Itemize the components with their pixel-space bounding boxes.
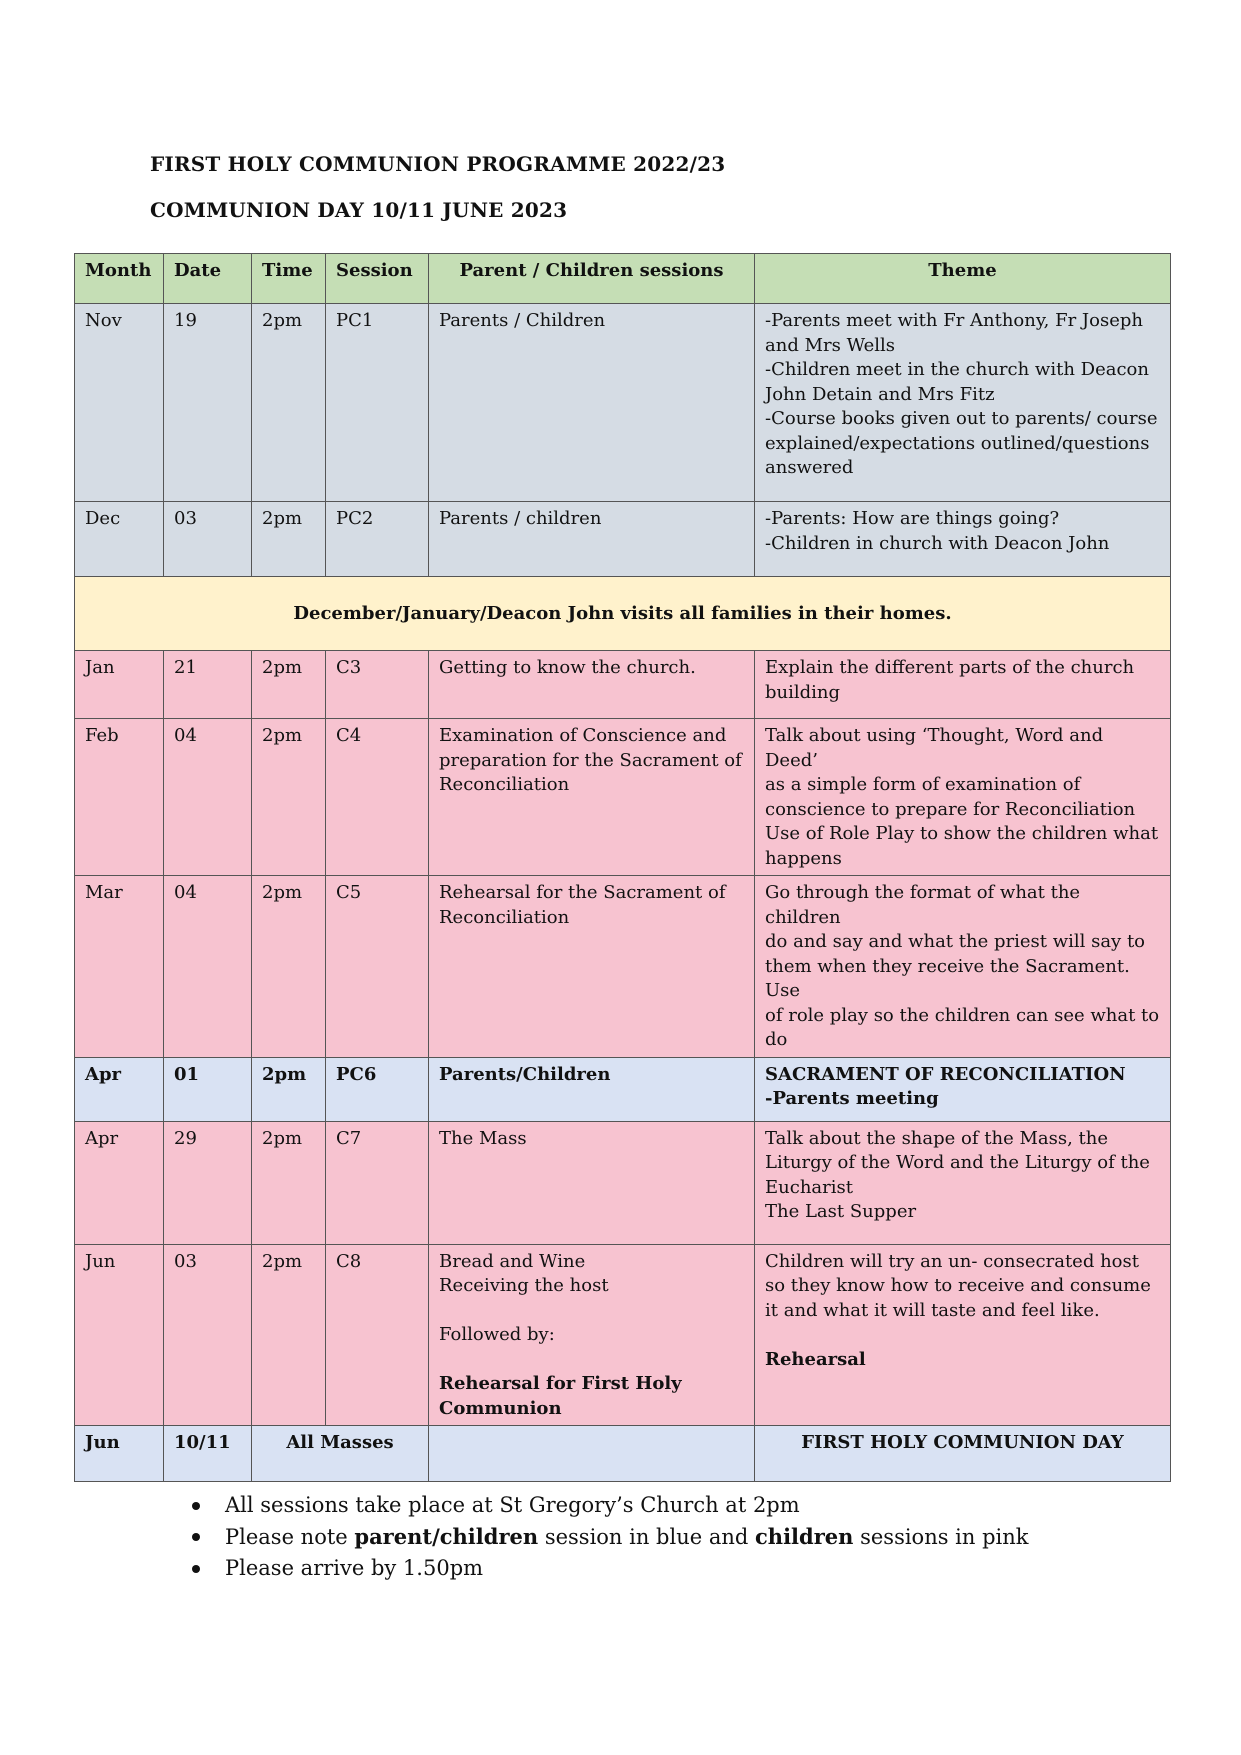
cell-parent-children: Parents / Children [429, 304, 755, 502]
cell-session: C4 [326, 719, 429, 876]
cell-date: 19 [164, 304, 252, 502]
cell-date: 04 [164, 719, 252, 876]
cell-time: 2pm [252, 876, 326, 1058]
communion-day-subtitle: COMMUNION DAY 10/11 JUNE 2023 [150, 198, 568, 222]
cell-date: 21 [164, 651, 252, 719]
cell-parent-children: The Mass [429, 1121, 755, 1244]
cell-date: 10/11 [164, 1426, 252, 1482]
cell-time: 2pm [252, 1244, 326, 1426]
cell-month: Feb [75, 719, 164, 876]
document-title: FIRST HOLY COMMUNION PROGRAMME 2022/23 [150, 152, 726, 176]
home-visits-banner: December/January/Deacon John visits all families in their homes. [75, 577, 1171, 651]
cell-parent-children: Bread and Wine Receiving the host Followed by: Rehearsal for First Holy Communion [429, 1244, 755, 1426]
programme-table [74, 253, 1171, 1482]
cell-time: 2pm [252, 1121, 326, 1244]
cell-time: 2pm [252, 502, 326, 577]
table-row [75, 1426, 1171, 1482]
cell-parent-children: Parents / children [429, 502, 755, 577]
cell-time: 2pm [252, 719, 326, 876]
cell-time-session: All Masses [252, 1426, 429, 1482]
cell-date: 03 [164, 502, 252, 577]
cell-session: C5 [326, 876, 429, 1058]
list-item: Please note parent/children session in blue and children sessions in pink [192, 1521, 1029, 1553]
table-row [75, 502, 1171, 577]
cell-month: Dec [75, 502, 164, 577]
cell-month: Jun [75, 1244, 164, 1426]
header-date: Date [164, 254, 252, 304]
cell-month: Apr [75, 1057, 164, 1121]
list-item: All sessions take place at St Gregory’s Church at 2pm [192, 1490, 1029, 1521]
table-row [75, 651, 1171, 719]
cell-theme: Talk about the shape of the Mass, the Liturgy of the Word and the Liturgy of the Eucharist The Last Supper [755, 1121, 1171, 1244]
cell-time: 2pm [252, 304, 326, 502]
cell-date: 03 [164, 1244, 252, 1426]
header-month: Month [75, 254, 164, 304]
cell-session: C3 [326, 651, 429, 719]
home-visits-banner-row [75, 577, 1171, 651]
cell-session: PC1 [326, 304, 429, 502]
notes-list [192, 1490, 1029, 1584]
cell-theme: Talk about using ‘Thought, Word and Deed’ as a simple form of examination of conscience to prepare for Reconciliation Use of Role Play to show the children what happens [755, 719, 1171, 876]
table-row [75, 304, 1171, 502]
cell-parent-children [429, 1426, 755, 1482]
table-row [75, 876, 1171, 1058]
cell-session: C7 [326, 1121, 429, 1244]
cell-month: Jun [75, 1426, 164, 1482]
cell-month: Apr [75, 1121, 164, 1244]
cell-date: 04 [164, 876, 252, 1058]
cell-month: Jan [75, 651, 164, 719]
cell-theme: FIRST HOLY COMMUNION DAY [755, 1426, 1171, 1482]
header-parent-children: Parent / Children sessions [429, 254, 755, 304]
cell-time: 2pm [252, 651, 326, 719]
cell-date: 01 [164, 1057, 252, 1121]
cell-parent-children: Examination of Conscience and preparation for the Sacrament of Reconciliation [429, 719, 755, 876]
cell-month: Nov [75, 304, 164, 502]
cell-time: 2pm [252, 1057, 326, 1121]
header-session: Session [326, 254, 429, 304]
header-time: Time [252, 254, 326, 304]
table-row [75, 1244, 1171, 1426]
table-row [75, 1121, 1171, 1244]
table-row [75, 1057, 1171, 1121]
cell-theme: SACRAMENT OF RECONCILIATION -Parents meeting [755, 1057, 1171, 1121]
cell-theme: Explain the different parts of the church building [755, 651, 1171, 719]
cell-date: 29 [164, 1121, 252, 1244]
cell-month: Mar [75, 876, 164, 1058]
table-header-row [75, 254, 1171, 304]
cell-parent-children: Getting to know the church. [429, 651, 755, 719]
cell-parent-children: Parents/Children [429, 1057, 755, 1121]
cell-session: C8 [326, 1244, 429, 1426]
header-theme: Theme [755, 254, 1171, 304]
list-item: Please arrive by 1.50pm [192, 1553, 1029, 1584]
cell-session: PC6 [326, 1057, 429, 1121]
table-row [75, 719, 1171, 876]
cell-session: PC2 [326, 502, 429, 577]
cell-parent-children: Rehearsal for the Sacrament of Reconciliation [429, 876, 755, 1058]
cell-theme: -Parents: How are things going? -Children in church with Deacon John [755, 502, 1171, 577]
cell-theme: Children will try an un- consecrated host so they know how to receive and consume it and what it will taste and feel like. Rehearsal [755, 1244, 1171, 1426]
cell-theme: -Parents meet with Fr Anthony, Fr Joseph and Mrs Wells -Children meet in the church with Deacon John Detain and Mrs Fitz -Course books given out to parents/ course explained/expectations outlined/questions answered [755, 304, 1171, 502]
cell-theme: Go through the format of what the children do and say and what the priest will say to them when they receive the Sacrament. Use of role play so the children can see what to do [755, 876, 1171, 1058]
